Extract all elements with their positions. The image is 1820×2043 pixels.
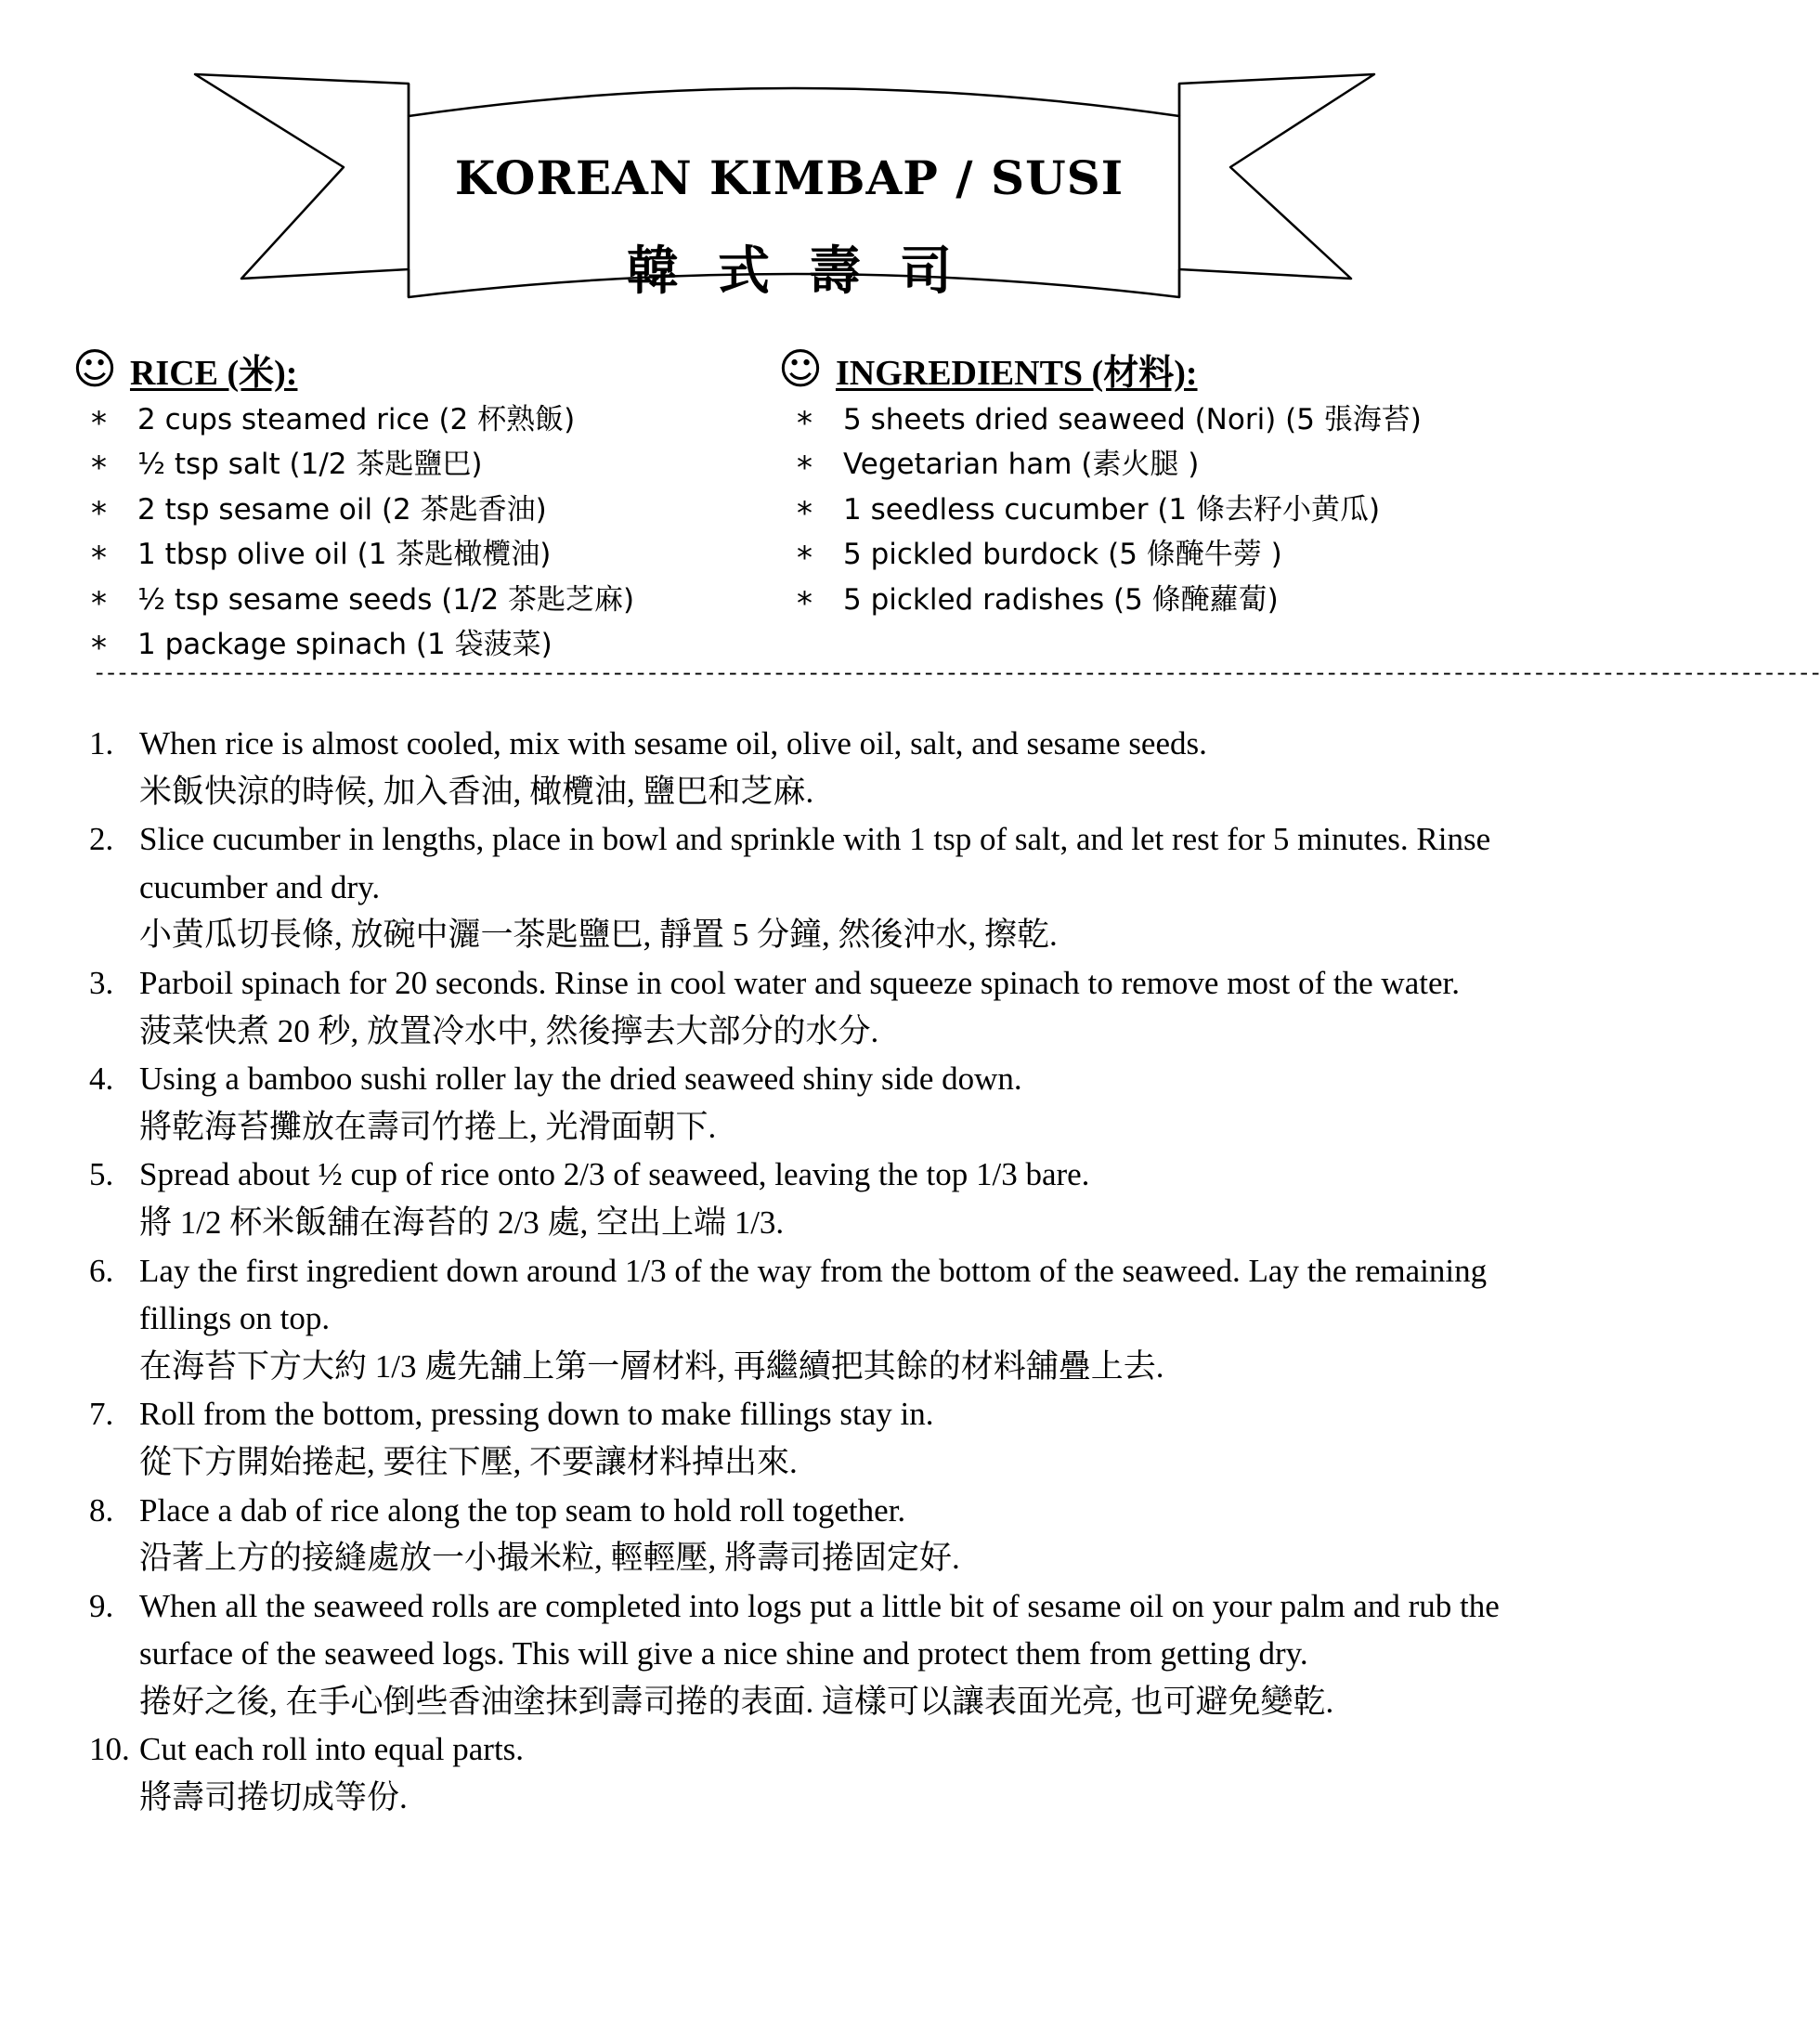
step-text-en: When all the seaweed rolls are completed into logs put a little bit of sesame oil on your palm and rub the surface of the seaweed logs. This will give a nice shine and protect them from getting dry. bbox=[139, 1587, 1500, 1672]
step-text-en: Cut each roll into equal parts. bbox=[139, 1731, 525, 1768]
step-text-zh: 捲好之後, 在手心倒些香油塗抹到壽司捲的表面. 這樣可以讓表面光亮, 也可避免變乾. bbox=[139, 1683, 1334, 1720]
rice-item-text: ½ tsp salt (1/2 茶匙鹽巴) bbox=[137, 448, 483, 482]
rice-item-text: 2 tsp sesame oil (2 茶匙香油) bbox=[137, 492, 547, 527]
smiley-icon: ☺ bbox=[72, 344, 117, 394]
step-text-en: Slice cucumber in lengths, place in bowl and sprinkle with 1 tsp of salt, and let rest for 5 minutes. Rinse cucumber and dry. bbox=[139, 821, 1491, 905]
ingredient-item-text: 5 pickled radishes (5 條醃蘿蔔) bbox=[843, 582, 1279, 617]
bullet-star: * bbox=[797, 405, 812, 442]
ingredient-item-text: 5 sheets dried seaweed (Nori) (5 張海苔) bbox=[843, 403, 1422, 436]
ingredients-heading-row bbox=[778, 342, 1484, 396]
ingredients-section bbox=[778, 342, 1484, 622]
step-text-zh: 小黄瓜切長條, 放碗中灑一茶匙鹽巴, 靜置 5 分鐘, 然後沖水, 擦乾. bbox=[139, 917, 1058, 954]
dashed-divider: ------------------------------------------------------------------------------------------------------------------------------------------------------ bbox=[93, 662, 1820, 687]
bullet-star: * bbox=[91, 629, 107, 667]
instruction-steps bbox=[89, 720, 1501, 1822]
step-item bbox=[89, 959, 1501, 1055]
step-text-zh: 菠菜快煮 20 秒, 放置冷水中, 然後擰去大部分的水分. bbox=[139, 1012, 879, 1049]
bullet-star: * bbox=[797, 584, 812, 622]
step-number: 5. bbox=[89, 1156, 114, 1193]
step-text-en: Using a bamboo sushi roller lay the dried seaweed shiny side down. bbox=[139, 1061, 1022, 1098]
step-text-zh: 從下方開始捲起, 要往下壓, 不要讓材料掉出來. bbox=[139, 1443, 798, 1480]
step-number: 8. bbox=[89, 1491, 114, 1529]
ingredient-item-text: 5 pickled burdock (5 條醃牛蒡 ) bbox=[843, 538, 1282, 572]
list-item bbox=[778, 488, 1484, 532]
rice-list bbox=[72, 397, 760, 667]
step-text-zh: 在海苔下方大約 1/3 處先舖上第一層材料, 再繼續把其餘的材料舖疊上去. bbox=[139, 1347, 1164, 1385]
ingredients-heading: INGREDIENTS (材料): bbox=[835, 353, 1198, 393]
rice-item-text: 2 cups steamed rice (2 杯熟飯) bbox=[137, 403, 576, 436]
rice-heading: RICE (米): bbox=[129, 353, 298, 393]
rice-item-text: 1 tbsp olive oil (1 茶匙橄欖油) bbox=[137, 538, 552, 572]
title-english: KOREAN KIMBAP / SUSI bbox=[454, 150, 1124, 205]
step-number: 4. bbox=[89, 1061, 114, 1098]
step-item bbox=[89, 1055, 1501, 1151]
list-item bbox=[72, 578, 760, 622]
bullet-star: * bbox=[91, 449, 107, 488]
step-text-zh: 米飯快涼的時候, 加入香油, 橄欖油, 鹽巴和芝麻. bbox=[139, 773, 814, 810]
step-text-zh: 將壽司捲切成等份. bbox=[139, 1779, 408, 1816]
rice-item-text: ½ tsp sesame seeds (1/2 茶匙芝麻) bbox=[137, 582, 635, 617]
step-text-en: Spread about ½ cup of rice onto 2/3 of seaweed, leaving the top 1/3 bare. bbox=[139, 1156, 1090, 1193]
step-item bbox=[89, 1582, 1501, 1726]
list-item bbox=[72, 532, 760, 577]
rice-item-text: 1 package spinach (1 袋菠菜) bbox=[137, 627, 552, 661]
title-chinese: 韓式壽司 bbox=[627, 241, 991, 302]
step-number: 7. bbox=[89, 1396, 114, 1433]
smiley-icon: ☺ bbox=[778, 344, 823, 394]
list-item bbox=[72, 397, 760, 442]
ingredients-list bbox=[778, 397, 1484, 622]
ingredient-item-text: 1 seedless cucumber (1 條去籽小黄瓜) bbox=[843, 492, 1381, 527]
step-item bbox=[89, 1247, 1501, 1391]
step-item bbox=[89, 1390, 1501, 1486]
step-text-en: Roll from the bottom, pressing down to make fillings stay in. bbox=[139, 1396, 934, 1433]
list-item bbox=[72, 442, 760, 487]
step-item bbox=[89, 1151, 1501, 1246]
bullet-star: * bbox=[91, 584, 107, 622]
step-text-en: When rice is almost cooled, mix with sesame oil, olive oil, salt, and sesame seeds. bbox=[139, 725, 1207, 761]
step-item bbox=[89, 720, 1501, 815]
step-text-en: Parboil spinach for 20 seconds. Rinse in cool water and squeeze spinach to remove most of the water. bbox=[139, 964, 1460, 1001]
rice-heading-row bbox=[72, 342, 760, 396]
bullet-star: * bbox=[797, 494, 812, 532]
list-item bbox=[778, 397, 1484, 442]
step-number: 2. bbox=[89, 821, 114, 858]
step-item bbox=[89, 815, 1501, 959]
list-item bbox=[778, 578, 1484, 622]
step-text-zh: 將 1/2 杯米飯舖在海苔的 2/3 處, 空出上端 1/3. bbox=[139, 1204, 785, 1241]
bullet-star: * bbox=[797, 449, 812, 488]
step-text-zh: 將乾海苔攤放在壽司竹捲上, 光滑面朝下. bbox=[139, 1108, 717, 1145]
bullet-star: * bbox=[91, 540, 107, 578]
list-item bbox=[72, 488, 760, 532]
step-number: 6. bbox=[89, 1252, 114, 1289]
step-item bbox=[89, 1487, 1501, 1582]
step-text-en: Place a dab of rice along the top seam to hold roll together. bbox=[139, 1491, 906, 1529]
step-text-en: Lay the first ingredient down around 1/3 of the way from the bottom of the seaweed. Lay the remaining fillings on top. bbox=[139, 1252, 1488, 1337]
rice-section bbox=[72, 342, 760, 667]
step-number: 3. bbox=[89, 964, 114, 1001]
list-item bbox=[72, 622, 760, 667]
list-item bbox=[778, 532, 1484, 577]
ingredient-item-text: Vegetarian ham (素火腿 ) bbox=[843, 448, 1200, 482]
step-number: 1. bbox=[89, 725, 114, 761]
bullet-star: * bbox=[91, 405, 107, 442]
step-item bbox=[89, 1725, 1501, 1821]
step-text-zh: 沿著上方的接縫處放一小撮米粒, 輕輕壓, 將壽司捲固定好. bbox=[139, 1540, 960, 1577]
bullet-star: * bbox=[797, 540, 812, 578]
step-number: 9. bbox=[89, 1587, 114, 1624]
list-item bbox=[778, 442, 1484, 487]
step-number: 10. bbox=[89, 1731, 130, 1768]
bullet-star: * bbox=[91, 494, 107, 532]
